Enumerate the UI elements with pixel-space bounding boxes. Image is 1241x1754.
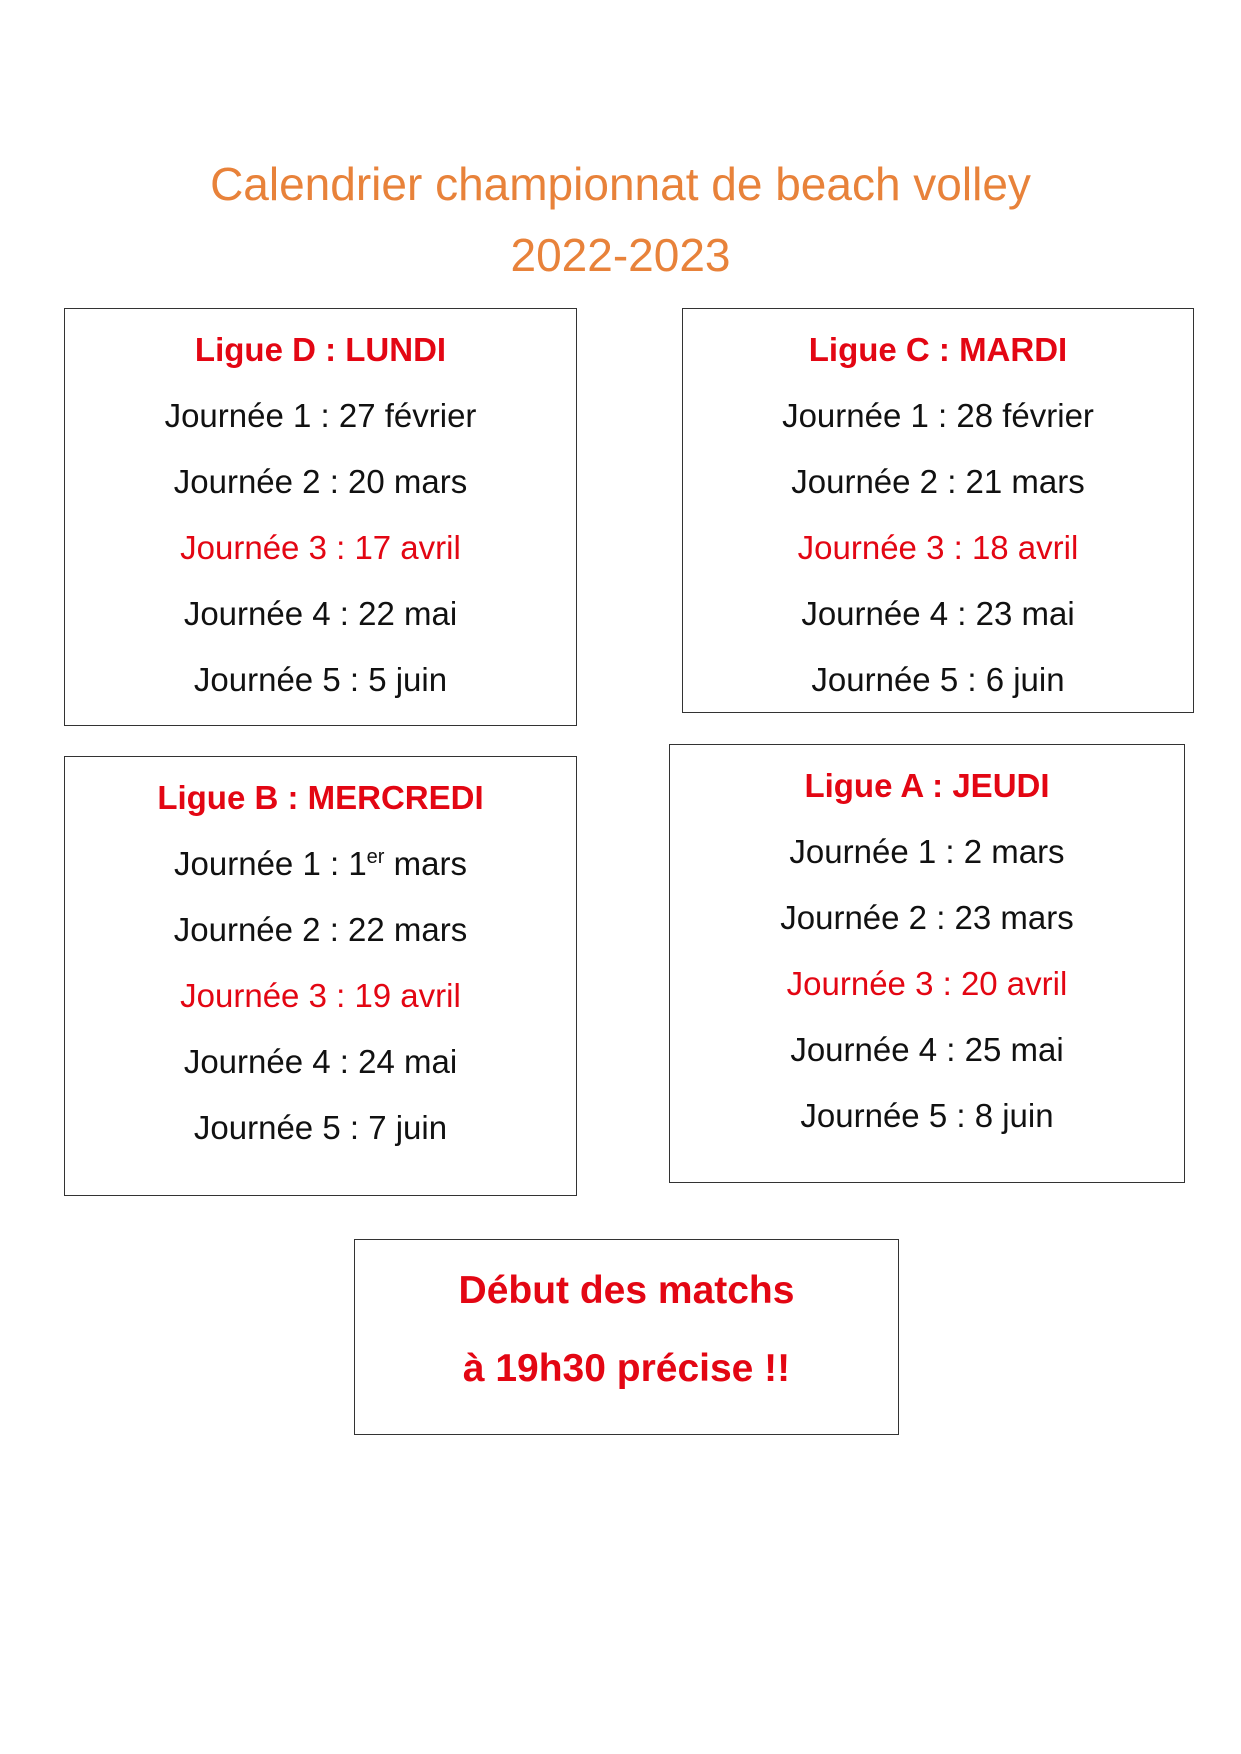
league-c-day-4: Journée 4 : 23 mai: [801, 595, 1075, 632]
league-d-day-5: Journée 5 : 5 juin: [193, 661, 448, 698]
league-d-heading: Ligue D : LUNDI: [194, 331, 447, 368]
league-d-day-4: Journée 4 : 22 mai: [183, 595, 458, 632]
league-c-day-3: Journée 3 : 18 avril: [797, 529, 1079, 566]
league-b-day-1: [65, 831, 576, 897]
league-d-box: [64, 308, 577, 726]
league-c-day-1: Journée 1 : 28 février: [782, 397, 1094, 434]
league-a-day-5: Journée 5 : 8 juin: [800, 1097, 1054, 1134]
league-b-day-1-suffix: mars: [384, 845, 467, 882]
start-time-notice: [354, 1239, 899, 1435]
league-b-day-2: Journée 2 : 22 mars: [173, 911, 468, 948]
league-d-day-2: Journée 2 : 20 mars: [173, 463, 468, 500]
notice-line-2: à 19h30 précise !!: [462, 1347, 791, 1390]
league-a-day-4: Journée 4 : 25 mai: [790, 1031, 1064, 1068]
league-c-day-2: Journée 2 : 21 mars: [791, 463, 1085, 500]
league-b-heading: Ligue B : MERCREDI: [157, 779, 484, 816]
league-b-day-3: Journée 3 : 19 avril: [180, 977, 461, 1014]
league-c-heading: Ligue C : MARDI: [808, 331, 1068, 368]
league-b-day-1-ordinal: er: [366, 846, 385, 868]
league-a-day-1: Journée 1 : 2 mars: [789, 833, 1065, 870]
notice-line-1: Début des matchs: [458, 1269, 795, 1312]
league-b-day-4: Journée 4 : 24 mai: [183, 1043, 458, 1080]
league-d-day-1: Journée 1 : 27 février: [164, 397, 477, 434]
page-subtitle-season: 2022-2023: [510, 229, 731, 281]
league-a-day-2: Journée 2 : 23 mars: [780, 899, 1074, 936]
league-a-day-3: Journée 3 : 20 avril: [786, 965, 1068, 1002]
league-b-day-1-prefix: Journée 1 : 1: [174, 845, 367, 882]
league-c-day-5: Journée 5 : 6 juin: [811, 661, 1065, 698]
league-c-box: [682, 308, 1194, 713]
league-a-heading: Ligue A : JEUDI: [804, 767, 1050, 804]
league-b-day-5: Journée 5 : 7 juin: [193, 1109, 448, 1146]
league-d-day-3: Journée 3 : 17 avril: [180, 529, 461, 566]
league-b-box: [64, 756, 577, 1196]
league-a-box: [669, 744, 1185, 1183]
page-title: Calendrier championnat de beach volley: [210, 158, 1031, 210]
